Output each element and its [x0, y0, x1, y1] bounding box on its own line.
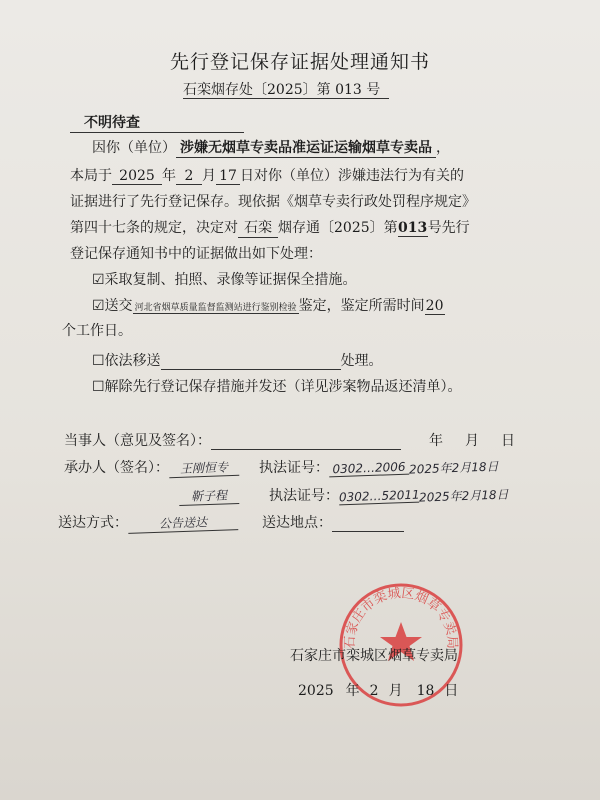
handler1-cert-number: 0302…2006 [329, 460, 409, 478]
handler1-cert-label: 执法证号： [259, 460, 329, 476]
delivery-place-label: 送达地点： [262, 515, 332, 531]
issue-year-unit: 年 [345, 683, 360, 699]
p4-mid: 烟存通〔2025〕第 [278, 220, 398, 236]
p2-lead: 本局于 [70, 168, 112, 184]
party-month-unit: 月 [465, 433, 479, 449]
inspection-days: 20 [425, 298, 444, 314]
handler1-date: 2025年2月18日 [408, 459, 499, 477]
option-send-tail: 个工作日。 [62, 323, 132, 339]
handler2-signature: 靳子程 [179, 486, 240, 506]
recipient-name: 不明待查 [70, 112, 244, 133]
delivery-place-blank [332, 515, 404, 532]
p2-tail: 日对你（单位）涉嫌违法行为有关的 [240, 168, 464, 184]
option-release: ☐解除先行登记保存措施并发还（详见涉案物品返还清单）。 [92, 379, 462, 395]
delivery-method-label: 送达方式： [58, 515, 128, 531]
notice-place: 石栾 [238, 217, 278, 238]
opt2-mid: 鉴定，鉴定所需时间 [298, 298, 425, 314]
handler1-signature: 王刚恒专 [169, 458, 240, 478]
paragraph-line-1 [92, 137, 450, 158]
seal-text: 石家庄市栾城区烟草专卖局 [342, 586, 460, 650]
handler2-cert-label: 执法证号： [269, 488, 339, 504]
alleged-violation: 涉嫌无烟草专卖品准运证运输烟草专卖品 [176, 137, 436, 158]
party-line [64, 430, 515, 450]
p2-month-unit: 月 [202, 168, 216, 184]
registration-month: 2 [176, 168, 202, 185]
issue-day: 18 [416, 683, 435, 699]
registration-year: 2025 [112, 168, 162, 185]
handler-line-1 [64, 457, 501, 477]
document-title: 先行登记保存证据处理通知书 [169, 51, 430, 73]
party-signature-blank [211, 433, 401, 450]
issue-month: 2 [369, 683, 379, 699]
issue-month-unit: 月 [388, 683, 403, 699]
delivery-line [58, 512, 404, 532]
option-evidence-preservation: ☑采取复制、拍照、录像等证据保全措施。 [92, 272, 357, 288]
delivery-method: 公告送达 [128, 512, 239, 534]
p2-year-unit: 年 [162, 168, 176, 184]
option-transfer [92, 350, 383, 370]
party-label: 当事人（意见及签名）： [64, 433, 211, 449]
option-send-for-inspection [92, 295, 445, 315]
opt3-tail: 处理。 [340, 353, 383, 369]
p1-tail: ， [436, 140, 450, 156]
recipient-line [70, 112, 244, 133]
paragraph-line-3: 证据进行了先行登记保存。现依据《烟草专卖行政处罚程序规定》 [70, 194, 476, 210]
paragraph-line-5: 登记保存通知书中的证据做出如下处理： [70, 246, 322, 262]
p1-lead: 因你（单位） [92, 140, 176, 156]
p4-tail: 号先行 [427, 220, 470, 236]
party-year-unit: 年 [429, 433, 443, 449]
p4-lead: 第四十七条的规定，决定对 [70, 220, 238, 236]
document-number-underline [183, 98, 389, 99]
party-day-unit: 日 [501, 433, 515, 449]
inspection-organization: 河北省烟草质量监督监测站进行鉴别检验 [133, 300, 299, 314]
handler-line-2 [64, 485, 511, 505]
opt3-lead: ☐依法移送 [92, 353, 161, 369]
issue-day-unit: 日 [444, 683, 459, 699]
registration-day: 17 [216, 168, 240, 185]
notice-number: 013 [398, 220, 428, 236]
document-number: 石栾烟存处〔2025〕第 013 号 [183, 82, 381, 98]
handler2-cert-number: 0302…52011 [338, 487, 420, 505]
transfer-blank [161, 353, 341, 370]
opt2-lead: ☑送交 [92, 298, 133, 314]
paragraph-line-2 [70, 165, 464, 185]
handler-label: 承办人（签名）： [64, 460, 169, 476]
issuing-authority: 石家庄市栾城区烟草专卖局 [290, 648, 458, 664]
handler2-date: 2025年2月18日 [418, 487, 509, 505]
paragraph-line-4 [70, 217, 470, 238]
issue-date [298, 680, 458, 700]
issue-year: 2025 [298, 683, 334, 699]
